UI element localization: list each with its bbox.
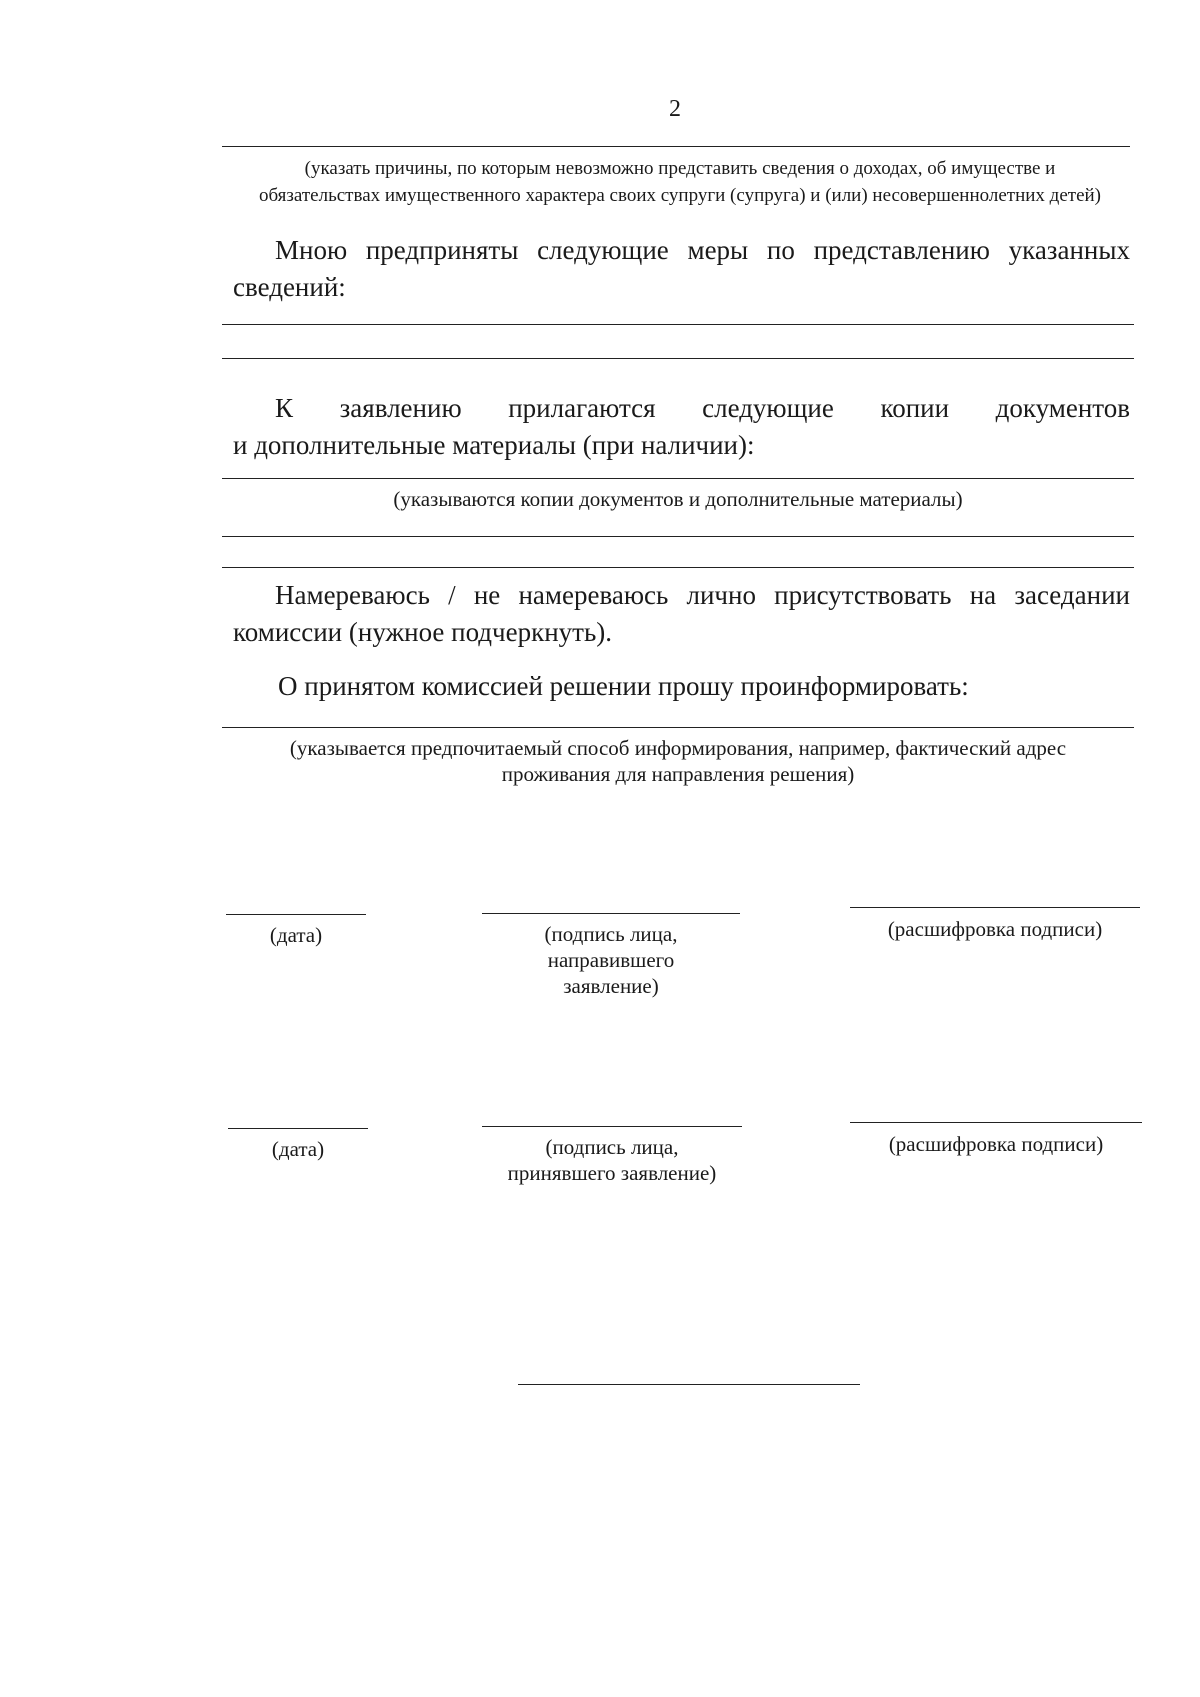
attachments-blank-line-2: [222, 536, 1134, 537]
sig2-date-line: [228, 1128, 368, 1129]
sig2-signature-line: [482, 1126, 742, 1127]
sig2-signature-caption-line1: (подпись лица,: [545, 1135, 679, 1159]
reasons-note: [200, 155, 1160, 209]
inform-blank-line: [222, 727, 1134, 728]
sig1-decode-label: (расшифровка подписи): [887, 917, 1103, 941]
attendance-line1: Намереваюсь / не намереваюсь лично присутствовать на заседании: [275, 580, 1130, 610]
sig2-date-label: (дата): [271, 1137, 325, 1161]
sig1-date-label: (дата): [269, 923, 323, 947]
attendance-line2: комиссии (нужное подчеркнуть).: [233, 617, 613, 647]
reasons-note-line2: обязательствах имущественного характера своих супруги (супруга) и (или) несовершеннолетних детей): [258, 185, 1102, 206]
page-number: 2: [669, 96, 681, 122]
reasons-note-line1: (указать причины, по которым невозможно представить сведения о доходах, об имуществе и: [304, 158, 1056, 179]
sig1-date-line: [226, 914, 366, 915]
sig2-decode-line: [850, 1122, 1142, 1123]
sig1-signature-caption-line2: направившего: [547, 948, 675, 972]
sig1-signature-caption-line1: (подпись лица,: [544, 922, 678, 946]
sig2-decode-label: (расшифровка подписи): [888, 1132, 1104, 1156]
inform-note: [222, 735, 1134, 787]
measures-blank-line-2: [222, 358, 1134, 359]
end-of-document-line: [518, 1384, 860, 1385]
sig1-signature-caption: [482, 921, 740, 999]
inform-note-line1: (указывается предпочитаемый способ информирования, например, фактический адрес: [289, 736, 1067, 760]
sig1-signature-caption-line3: заявление): [563, 974, 659, 998]
attachments-line1: К заявлению прилагаются следующие копии документов: [275, 393, 1130, 423]
attachments-line2: и дополнительные материалы (при наличии):: [233, 430, 755, 460]
reasons-blank-line: [222, 146, 1130, 147]
attachments-note: (указываются копии документов и дополнительные материалы): [393, 487, 963, 511]
sig1-signature-line: [482, 913, 740, 914]
inform-note-line2: проживания для направления решения): [501, 762, 855, 786]
measures-line2: сведений:: [233, 272, 346, 302]
inform-text: О принятом комиссией решении прошу проинформировать:: [278, 671, 969, 701]
attachments-blank-line: [222, 478, 1134, 479]
measures-line1: Мною предприняты следующие меры по представлению указанных: [275, 235, 1130, 265]
measures-blank-line-1: [222, 324, 1134, 325]
sig2-signature-caption-line2: принявшего заявление): [507, 1161, 717, 1185]
sig1-decode-line: [850, 907, 1140, 908]
sig2-signature-caption: [482, 1134, 742, 1186]
attachments-blank-line-3: [222, 567, 1134, 568]
